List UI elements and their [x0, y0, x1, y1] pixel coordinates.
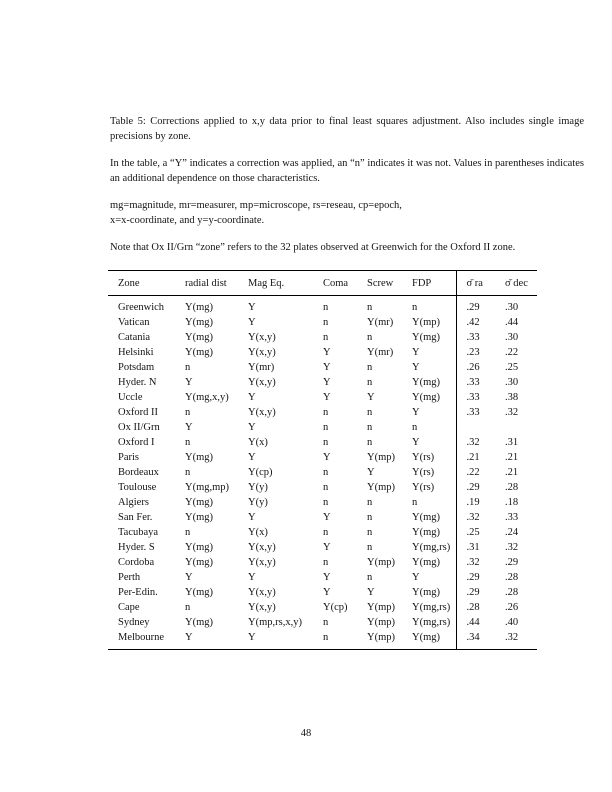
table-cell: n	[323, 467, 329, 478]
table-cell: Cape	[118, 602, 140, 613]
table-row	[108, 585, 537, 600]
table-cell: Tacubaya	[118, 527, 159, 538]
table-cell: Y(x,y)	[248, 542, 276, 553]
table-cell: Hyder. S	[118, 542, 155, 553]
table-row	[108, 315, 537, 330]
table-cell: .44	[456, 615, 495, 630]
col-header-mag-eq: Mag Eq.	[238, 271, 313, 296]
table-cell: .32	[456, 435, 495, 450]
table-cell: Y(mg)	[412, 527, 440, 538]
col-header-fdp: FDP	[402, 271, 456, 296]
table-cell: Y(x,y)	[248, 332, 276, 343]
col-header-sigma-ra: σ̄ ra	[456, 271, 495, 296]
table-cell: Y(mg)	[185, 347, 213, 358]
table-cell: n	[367, 542, 373, 553]
table-cell: Bordeaux	[118, 467, 159, 478]
table-row	[108, 495, 537, 510]
table-cell: Y	[248, 302, 256, 313]
table-row	[108, 345, 537, 360]
table-cell: .24	[505, 527, 519, 538]
table-cell: Y(mp)	[367, 617, 395, 628]
table-cell: Y	[412, 437, 420, 448]
table-cell: .28	[505, 572, 519, 583]
table-cell: Y(x,y)	[248, 602, 276, 613]
table-cell: Y(mg,rs)	[412, 602, 451, 613]
table-cell: Y	[185, 632, 193, 643]
table-cell: Y	[412, 362, 420, 373]
table-cell: Y(y)	[248, 497, 268, 508]
table-row	[108, 360, 537, 375]
table-cell: .25	[505, 362, 519, 373]
table-cell: .26	[456, 360, 495, 375]
table-row	[108, 420, 537, 435]
table-row	[108, 540, 537, 555]
table-cell: Y(mg)	[185, 497, 213, 508]
table-cell: Y(x,y)	[248, 407, 276, 418]
table-cell: Ox II/Grn	[118, 422, 160, 433]
table-cell: Y	[248, 452, 256, 463]
table-cell: n	[185, 407, 191, 418]
table-cell: Melbourne	[118, 632, 165, 643]
table-cell	[495, 420, 537, 435]
table-cell: Y(x,y)	[248, 347, 276, 358]
table-cell: Oxford II	[118, 407, 158, 418]
table-cell: .26	[505, 602, 519, 613]
table-cell: .19	[456, 495, 495, 510]
table-cell: n	[412, 497, 418, 508]
paragraph-intro: In the table, a “Y” indicates a correction was applied, an “n” indicates it was not. Values in parentheses indicates an additional dependence on those characteristics.	[110, 158, 584, 184]
table-cell: Vatican	[118, 317, 150, 328]
table-cell: Y	[248, 512, 256, 523]
table-cell: Y	[367, 392, 375, 403]
table-cell: n	[412, 302, 418, 313]
table-cell: n	[367, 572, 373, 583]
table-cell: .30	[505, 332, 519, 343]
table-cell: .42	[456, 315, 495, 330]
table-cell: n	[367, 527, 373, 538]
table-cell: Y(mg)	[185, 557, 213, 568]
table-cell: n	[367, 437, 373, 448]
table-cell: .34	[456, 630, 495, 650]
table-cell: Y	[412, 347, 420, 358]
table-cell: .30	[505, 302, 519, 313]
table-cell: .33	[456, 330, 495, 345]
table-cell: Y(x)	[248, 527, 268, 538]
table-cell: .31	[505, 437, 519, 448]
table-cell: .29	[505, 557, 519, 568]
table-cell: n	[412, 422, 418, 433]
table-cell: Y(mg,x,y)	[185, 392, 229, 403]
table-cell: n	[323, 407, 329, 418]
table-cell: Greenwich	[118, 302, 165, 313]
table-cell: n	[323, 302, 329, 313]
table-cell: Y(mg)	[412, 587, 440, 598]
table-cell: Y	[412, 572, 420, 583]
table-cell: n	[367, 377, 373, 388]
table-cell: n	[323, 437, 329, 448]
table-cell: Y	[248, 572, 256, 583]
table-cell: Y(mg)	[412, 632, 440, 643]
table-cell: n	[323, 317, 329, 328]
table-cell: Y	[185, 377, 193, 388]
table-cell: Y(mp)	[367, 452, 395, 463]
table-cell: Y(mp)	[367, 482, 395, 493]
col-header-zone: Zone	[108, 271, 175, 296]
table-cell: n	[367, 302, 373, 313]
table-cell: .32	[456, 510, 495, 525]
table-cell: Y(mg)	[185, 452, 213, 463]
table-cell: Y(mg)	[185, 332, 213, 343]
table-cell: .44	[505, 317, 519, 328]
table-row	[108, 630, 537, 650]
table-cell: Potsdam	[118, 362, 155, 373]
table-row	[108, 296, 537, 316]
table-cell: n	[367, 512, 373, 523]
table-cell: .33	[456, 405, 495, 420]
table-header-row	[108, 271, 537, 296]
table-cell: Y(mg,rs)	[412, 542, 451, 553]
table-cell: Cordoba	[118, 557, 155, 568]
table-cell: n	[367, 422, 373, 433]
table-cell: Y	[323, 587, 331, 598]
table-cell: Y	[248, 317, 256, 328]
table-body	[108, 296, 537, 650]
table-cell: Y	[323, 347, 331, 358]
table-cell	[456, 420, 495, 435]
table-cell: Y(mr)	[248, 362, 275, 373]
table-cell: Y(mg)	[412, 557, 440, 568]
table-cell: Y	[248, 392, 256, 403]
table-cell: .18	[505, 497, 519, 508]
table-caption: Table 5: Corrections applied to x,y data prior to final least squares adjustment. Also includes single image precisions by zone.	[110, 116, 584, 142]
table-cell: n	[323, 557, 329, 568]
table-cell: Y(mg)	[412, 332, 440, 343]
table-cell: Paris	[118, 452, 139, 463]
table-cell: .32	[505, 632, 519, 643]
table-row	[108, 570, 537, 585]
table-cell: .23	[456, 345, 495, 360]
table-cell: Y	[323, 512, 331, 523]
table-cell: Y(mg,rs)	[412, 617, 451, 628]
table-cell: n	[185, 527, 191, 538]
table-cell: .29	[456, 585, 495, 600]
table-cell: Y	[185, 572, 193, 583]
col-header-sigma-dec: σ̄ dec	[495, 271, 537, 296]
text-block	[110, 114, 584, 267]
table-cell: n	[323, 497, 329, 508]
table-cell: Y(mp)	[367, 557, 395, 568]
table-cell: .33	[456, 390, 495, 405]
table-cell: Y	[323, 377, 331, 388]
table-cell: Uccle	[118, 392, 143, 403]
table-row	[108, 450, 537, 465]
table-cell: n	[185, 602, 191, 613]
table-cell: Helsinki	[118, 347, 154, 358]
table-row	[108, 600, 537, 615]
table-cell: n	[323, 632, 329, 643]
table-row	[108, 375, 537, 390]
table-cell: Y(mp,rs,x,y)	[248, 617, 302, 628]
table-cell: Y	[323, 452, 331, 463]
table-cell: .28	[505, 482, 519, 493]
table-cell: Hyder. N	[118, 377, 157, 388]
table-cell: Per-Edin.	[118, 587, 158, 598]
table-cell: .32	[505, 542, 519, 553]
table-cell: n	[367, 407, 373, 418]
table-row	[108, 555, 537, 570]
table-cell: .21	[505, 467, 519, 478]
col-header-radial-dist: radial dist	[175, 271, 238, 296]
table-cell: Oxford I	[118, 437, 155, 448]
table-cell: Y(x,y)	[248, 587, 276, 598]
table-cell: Y(x,y)	[248, 557, 276, 568]
table-cell: .40	[505, 617, 519, 628]
table-cell: Y	[367, 587, 375, 598]
table-cell: Y(x)	[248, 437, 268, 448]
definitions-line-1: mg=magnitude, mr=measurer, mp=microscope, rs=reseau, cp=epoch,	[110, 200, 402, 211]
table-cell: Y	[323, 572, 331, 583]
table-cell: Y	[185, 422, 193, 433]
table-cell: .33	[505, 512, 519, 523]
table-cell: n	[185, 467, 191, 478]
table-cell: n	[323, 482, 329, 493]
table-cell: Y(mg)	[185, 542, 213, 553]
table-row	[108, 435, 537, 450]
table-cell: Y	[248, 422, 256, 433]
table-cell: .29	[456, 570, 495, 585]
table-cell: Y(x,y)	[248, 377, 276, 388]
table-cell: Catania	[118, 332, 151, 343]
table-cell: Y(mg)	[185, 512, 213, 523]
table-cell: Y(mp)	[367, 632, 395, 643]
table-cell: .38	[505, 392, 519, 403]
col-header-screw: Screw	[357, 271, 402, 296]
table-cell: .29	[456, 480, 495, 495]
table-cell: .32	[505, 407, 519, 418]
table-cell: Y(mr)	[367, 317, 394, 328]
table-cell: n	[323, 422, 329, 433]
table-cell: Y(mg)	[185, 317, 213, 328]
definitions-block	[110, 198, 584, 228]
table-cell: n	[323, 617, 329, 628]
table-cell: n	[367, 497, 373, 508]
table-cell: .30	[505, 377, 519, 388]
table-cell: Toulouse	[118, 482, 157, 493]
table-cell: .21	[456, 450, 495, 465]
table-row	[108, 405, 537, 420]
table-cell: Y(rs)	[412, 452, 435, 463]
table-cell: Y(mg)	[185, 617, 213, 628]
table-cell: Y(cp)	[248, 467, 273, 478]
table-cell: .22	[505, 347, 519, 358]
table-cell: n	[185, 362, 191, 373]
table-cell: Y	[323, 542, 331, 553]
table-cell: n	[367, 332, 373, 343]
table-cell: Y	[323, 362, 331, 373]
table-cell: Y(mp)	[367, 602, 395, 613]
table-cell: Y(mg)	[412, 392, 440, 403]
table-row	[108, 330, 537, 345]
table-cell: Y(y)	[248, 482, 268, 493]
table-row	[108, 480, 537, 495]
table-cell: Algiers	[118, 497, 149, 508]
table-cell: Y(mg)	[412, 512, 440, 523]
table-cell: Y	[323, 392, 331, 403]
page-number: 48	[300, 728, 312, 739]
table-cell: Y(mg)	[185, 302, 213, 313]
table-cell: .32	[456, 555, 495, 570]
table-cell: Sydney	[118, 617, 150, 628]
table-cell: .25	[456, 525, 495, 540]
table-cell: San Fer.	[118, 512, 153, 523]
table-cell: Y(mr)	[367, 347, 394, 358]
table-row	[108, 465, 537, 480]
table-row	[108, 510, 537, 525]
col-header-coma: Coma	[313, 271, 357, 296]
table-cell: Y(mp)	[412, 317, 440, 328]
definitions-line-2: x=x-coordinate, and y=y-coordinate.	[110, 215, 265, 226]
table-cell: n	[323, 527, 329, 538]
table-cell: Y	[367, 467, 375, 478]
table-cell: .28	[456, 600, 495, 615]
table-cell: n	[367, 362, 373, 373]
table-row	[108, 390, 537, 405]
table-cell: Y(mg)	[185, 587, 213, 598]
table-cell: n	[185, 437, 191, 448]
table-cell: .21	[505, 452, 519, 463]
table-cell: Y	[248, 632, 256, 643]
table-cell: Y(cp)	[323, 602, 348, 613]
table-cell: .33	[456, 375, 495, 390]
table-cell: Perth	[118, 572, 141, 583]
table-cell: .31	[456, 540, 495, 555]
paragraph-note: Note that Ox II/Grn “zone” refers to the 32 plates observed at Greenwich for the Oxford II zone.	[110, 242, 516, 253]
table-row	[108, 615, 537, 630]
table-cell: Y(mg)	[412, 377, 440, 388]
table-cell: Y(rs)	[412, 482, 435, 493]
table-cell: .29	[456, 296, 495, 316]
table-cell: Y	[412, 407, 420, 418]
table-cell: .22	[456, 465, 495, 480]
table-row	[108, 525, 537, 540]
table-cell: Y(rs)	[412, 467, 435, 478]
table-cell: n	[323, 332, 329, 343]
table-cell: Y(mg,mp)	[185, 482, 230, 493]
corrections-table	[108, 270, 537, 650]
table-cell: .28	[505, 587, 519, 598]
